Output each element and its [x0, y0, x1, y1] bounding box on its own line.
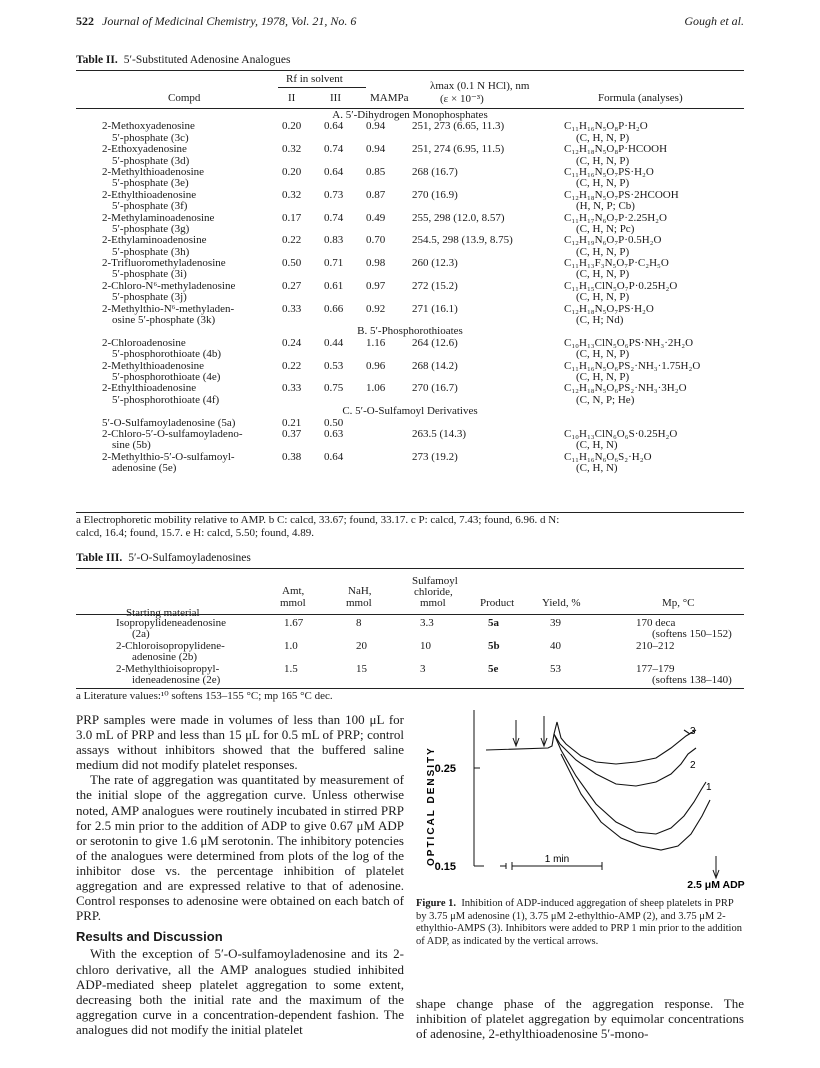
- table2-head-mamp: MAMPa: [370, 92, 409, 104]
- lambda-max: 270 (16.9): [412, 188, 458, 201]
- paragraph-results: With the exception of 5′-O-sulfamoyladenosine and its 2-chloro derivative, all the AMP analogues studied inhibited ADP-mediated sheep platelet aggregation to some extent, decreasing both the initial rate and the maximum of the aggregation curve in a concentration-dependent fashion. The analogues did not modify the initial platelet: [76, 946, 404, 1037]
- compound-name: 2-Chloro-N⁶-methyladenosine: [102, 279, 236, 292]
- compound-name: 2-Methylthioadenosine: [102, 359, 205, 372]
- table3-cell: 5e: [488, 663, 499, 675]
- formula: C₁₁H₁₆N₆O₆S₂·H₂O: [564, 450, 652, 463]
- y-axis-label: OPTICAL DENSITY: [426, 746, 437, 866]
- analyses: (C, H, N, P): [576, 245, 630, 258]
- table2-footnotes: a Electrophoretic mobility relative to AMP. b C: calcd, 33.67; found, 33.17. c P: calcd, 7.43; found, 6.96. d N: calcd, 16.4; found, 15.7. e H: calcd, 5.50; found, 4.89.: [76, 514, 560, 539]
- paragraph-prp: PRP samples were made in volumes of less than 100 μL for 3.0 mL of PRP and less than 15 μL for 0.5 mL of PRP; control assays without inhibitors showed that the buffered saline medium did not modify platelet responses.: [76, 712, 404, 773]
- figure-1-plot: [416, 704, 746, 894]
- table2-head-lambda: λmax (0.1 N HCl), nm: [430, 80, 530, 92]
- table3-cell: Isopropylideneadenosine: [116, 617, 226, 629]
- table3-header-cell: Product: [480, 597, 515, 609]
- compound-name-cont: sine (5b): [112, 439, 151, 452]
- rf-ii: 0.20: [282, 120, 302, 133]
- table-row: [76, 235, 744, 246]
- compound-name-cont: 5′-phosphorothioate (4b): [112, 348, 222, 361]
- formula: C₁₁H₁₃F₃N₅O₇P·C₂H₅O: [564, 257, 669, 270]
- table3-cell: 39: [550, 617, 561, 629]
- mamp-value: 0.96: [366, 359, 386, 372]
- page-number: 522: [76, 14, 94, 28]
- rf-ii: 0.24: [282, 336, 302, 349]
- curve-1-trace: [561, 754, 710, 850]
- compound-name: 2-Chloroadenosine: [102, 336, 186, 349]
- small-marker: [500, 863, 506, 869]
- table3-cell: 5b: [488, 640, 500, 652]
- adp-label: 2.5 μM ADP: [687, 879, 745, 891]
- formula: C₁₂H₁₈N₅O₇PS·2HCOOH: [564, 188, 679, 201]
- table2-section-title: B. 5′-Phosphorothioates: [357, 325, 463, 338]
- compound-name: 2-Ethylthioadenosine: [102, 188, 197, 201]
- table2-caption: Table II. 5′-Substituted Adenosine Analogues: [76, 54, 291, 66]
- left-column-text: [76, 712, 404, 1037]
- table3-cell: adenosine (2b): [132, 651, 198, 663]
- compound-name-cont: 5′-phosphorothioate (4f): [112, 393, 220, 406]
- rf-iii: 0.66: [324, 302, 344, 315]
- results-heading: Results and Discussion: [76, 929, 223, 945]
- lambda-max: 255, 298 (12.0, 8.57): [412, 211, 505, 224]
- table2-section-title: C. 5′-O-Sulfamoyl Derivatives: [342, 405, 478, 418]
- curve-2: [554, 734, 696, 786]
- formula: C₁₀H₁₃ClN₅O₆PS·NH₃·2H₂O: [564, 336, 694, 349]
- inhibitor-arrow-1: [513, 720, 519, 746]
- analyses: (C, H, N, P): [576, 348, 630, 361]
- table3-cell: (softens 138–140): [652, 674, 732, 686]
- analyses: (C, H, N, P): [576, 131, 630, 144]
- formula: C₁₁H₁₆N₅O₇PS·H₂O: [564, 165, 654, 178]
- rf-ii: 0.17: [282, 211, 302, 224]
- paragraph-rate: The rate of aggregation was quantitated by measurement of the initial slope of the aggregation curve. Unless otherwise noted, AMP analogues were routinely incubated in stirred PRP for 2.5 min prior to the addition of ADP to give 0.67 μM ADP or serotonin to give 1.6 μM serotonin. The inhibitory potencies of the analogues were determined from plots of the log of the inhibitor dose vs. the percentage inhibition of platelet aggregation and are expressed relative to that of adenosine. Control responses to adenosine were obtained on each batch of PRP.: [76, 772, 404, 924]
- mamp-value: 0.92: [366, 302, 386, 315]
- rf-ii: 0.21: [282, 416, 302, 429]
- table-row-continuation: [76, 463, 744, 474]
- compound-name-cont: osine 5′-phosphate (3k): [112, 314, 216, 327]
- formula: C₁₂H₁₈N₅O₈P·HCOOH: [564, 143, 668, 156]
- table-row-continuation: [76, 201, 744, 212]
- table3-header-cell: NaH,: [348, 585, 372, 597]
- table3-cell: 8: [356, 617, 362, 629]
- table3-cell: (softens 150–152): [652, 628, 732, 640]
- analyses: (C, H, N, P): [576, 291, 630, 304]
- table2-head-ii: II: [288, 92, 296, 104]
- table3-header-cell: mmol: [420, 597, 446, 609]
- analyses: (C, H, N): [576, 462, 618, 475]
- compound-name: 2-Methylthio-N⁶-methyladen-: [102, 302, 235, 315]
- lambda-max: 268 (14.2): [412, 359, 458, 372]
- analyses: (C, H, N, P): [576, 268, 630, 281]
- rf-iii: 0.74: [324, 143, 344, 156]
- analyses: (C, H, N, P): [576, 154, 630, 167]
- table2-bottom-rule: [76, 512, 744, 513]
- rf-ii: 0.33: [282, 302, 302, 315]
- analyses: (H, N, P; Cb): [576, 200, 635, 213]
- lambda-max: 254.5, 298 (13.9, 8.75): [412, 234, 513, 247]
- compound-name-cont: 5′-phosphate (3e): [112, 177, 189, 190]
- analyses: (C, H, N, P): [576, 370, 630, 383]
- compound-name: 2-Chloro-5′-O-sulfamoyladeno-: [102, 427, 243, 440]
- formula: C₁₁H₁₇N₆O₇P·2.25H₂O: [564, 211, 667, 224]
- rf-iii: 0.53: [324, 359, 344, 372]
- rf-iii: 0.73: [324, 188, 344, 201]
- table3-footnote: a Literature values:¹⁰ softens 153–155 °C; mp 165 °C dec.: [76, 690, 333, 702]
- formula: C₁₂H₁₈N₅O₇PS·H₂O: [564, 302, 654, 315]
- formula: C₁₂H₁₈N₅O₆PS₂·NH₃·3H₂O: [564, 382, 687, 395]
- table3-header-cell: Mp, °C: [662, 597, 695, 609]
- table3-cell: 177–179: [636, 663, 675, 675]
- table3-cell: 1.67: [284, 617, 304, 629]
- table3-header-cell: Amt,: [282, 585, 305, 597]
- table-row: [76, 640, 744, 662]
- formula: C₁₂H₁₉N₆O₇P·0.5H₂O: [564, 234, 662, 247]
- rf-iii: 0.74: [324, 211, 344, 224]
- table3-cell: 3.3: [420, 617, 434, 629]
- compound-name: 2-Ethylthioadenosine: [102, 382, 197, 395]
- table3-cell: ideneadenosine (2e): [132, 674, 221, 686]
- table2-section-title: A. 5′-Dihydrogen Monophosphates: [332, 109, 488, 121]
- analyses: (C, H; Nd): [576, 314, 624, 327]
- rf-iii: 0.64: [324, 120, 344, 133]
- lambda-max: 268 (16.7): [412, 165, 458, 178]
- table3-header-cell: Starting material: [126, 607, 200, 619]
- table3-cell: 53: [550, 663, 561, 675]
- table3-cell: 1.5: [284, 663, 298, 675]
- compound-name-cont: 5′-phosphate (3d): [112, 154, 190, 167]
- lambda-max: 263.5 (14.3): [412, 427, 467, 440]
- figure-1-caption: Figure 1. Inhibition of ADP-induced aggregation of sheep platelets in PRP by 3.75 μM adenosine (1), 3.75 μM 2-ethylthio-AMP (2), and 3.75 μM 2-ethylthio-AMPS (3). Inhibitors were added to PRP 1 min prior to the addition of ADP, as indicated by the vertical arrows.: [416, 898, 742, 947]
- running-authors: Gough et al.: [684, 14, 744, 28]
- table3-cell: 40: [550, 640, 561, 652]
- compound-name: 2-Ethoxyadenosine: [102, 143, 187, 156]
- curve-1: [554, 734, 706, 834]
- lambda-max: 273 (19.2): [412, 450, 458, 463]
- mamp-value: 1.16: [366, 336, 386, 349]
- inhibitor-arrow-2: [541, 716, 547, 746]
- compound-name: 2-Methylthioadenosine: [102, 165, 205, 178]
- table3-cell: 3: [420, 663, 426, 675]
- lambda-max: 270 (16.7): [412, 382, 458, 395]
- table2-top-rule: [76, 70, 744, 71]
- tick-label-top: 0.25: [434, 763, 456, 775]
- table3-header-cell: Sulfamoyl: [412, 575, 458, 587]
- rf-ii: 0.38: [282, 450, 302, 463]
- formula: C₁₁H₁₆N₅O₆PS₂·NH₃·1.75H₂O: [564, 359, 701, 372]
- rf-iii: 0.71: [324, 257, 344, 270]
- mamp-value: 1.06: [366, 382, 386, 395]
- table2-head-rf: Rf in solvent: [286, 73, 343, 85]
- formula: C₁₀H₁₃ClN₆O₆S·0.25H₂O: [564, 427, 678, 440]
- table3-header-cell: chloride,: [414, 586, 453, 598]
- table3-cell: 20: [356, 640, 367, 652]
- formula: C₁₁H₁₆N₅O₈P·H₂O: [564, 120, 648, 133]
- rf-ii: 0.27: [282, 279, 302, 292]
- time-scale-label: 1 min: [544, 854, 570, 865]
- mamp-value: 0.49: [366, 211, 386, 224]
- table2-head-iii: III: [330, 92, 341, 104]
- compound-name: 2-Methylthio-5′-O-sulfamoyl-: [102, 450, 235, 463]
- lambda-max: 251, 273 (6.65, 11.3): [412, 120, 505, 133]
- table3-header-cell: Yield, %: [542, 597, 581, 609]
- rf-iii: 0.50: [324, 416, 344, 429]
- table3-cell: 15: [356, 663, 367, 675]
- table3-cell: 170 deca: [636, 617, 676, 629]
- table-row-continuation: [76, 292, 744, 303]
- compound-name-cont: adenosine (5e): [112, 462, 177, 475]
- compound-name-cont: 5′-phosphate (3h): [112, 245, 190, 258]
- table3-cell: 2-Chloroisopropylidene-: [116, 640, 225, 652]
- analyses: (C, N, P; He): [576, 393, 635, 406]
- table3-cell: 210–212: [636, 640, 675, 652]
- table2-head-eps: (ε × 10⁻³): [440, 93, 484, 105]
- table-row: [76, 452, 744, 463]
- table-row: [76, 144, 744, 155]
- lambda-max: 271 (16.1): [412, 302, 458, 315]
- table3-cell: 2-Methylthioisopropyl-: [116, 663, 220, 675]
- formula: C₁₁H₁₅ClN₅O₇P·0.25H₂O: [564, 279, 678, 292]
- lambda-max: 260 (12.3): [412, 257, 458, 270]
- rf-iii: 0.63: [324, 427, 344, 440]
- compound-name: 2-Methylaminoadenosine: [102, 211, 215, 224]
- table3-cell: 10: [420, 640, 431, 652]
- table3-header-cell: mmol: [280, 597, 306, 609]
- lambda-max: 264 (12.6): [412, 336, 458, 349]
- compound-name-cont: 5′-phosphate (3i): [112, 268, 187, 281]
- mamp-value: 0.97: [366, 279, 386, 292]
- table3-head: [76, 569, 744, 619]
- table3-bottom-rule: [76, 688, 744, 689]
- table3-cell: (2a): [132, 628, 150, 640]
- mamp-value: 0.94: [366, 143, 386, 156]
- analyses: (C, H, N; Pc): [576, 222, 635, 235]
- compound-name-cont: 5′-phosphate (3f): [112, 200, 188, 213]
- rf-ii: 0.20: [282, 165, 302, 178]
- rf-iii: 0.44: [324, 336, 344, 349]
- rf-ii: 0.37: [282, 427, 302, 440]
- table2-head-compd: Compd: [168, 92, 201, 104]
- rf-ii: 0.33: [282, 382, 302, 395]
- rf-iii: 0.83: [324, 234, 344, 247]
- compound-name-cont: 5′-phosphate (3j): [112, 291, 187, 304]
- table-row-continuation: [76, 349, 744, 360]
- compound-name-cont: 5′-phosphate (3c): [112, 131, 189, 144]
- table2-body: [76, 110, 744, 475]
- table3-caption: Table III. 5′-O-Sulfamoyladenosines: [76, 552, 251, 564]
- mamp-value: 0.94: [366, 120, 386, 133]
- compound-name-cont: 5′-phosphate (3g): [112, 222, 190, 235]
- running-header: [76, 14, 744, 29]
- mamp-value: 0.98: [366, 257, 386, 270]
- mamp-value: 0.70: [366, 234, 386, 247]
- table-row: [76, 663, 744, 685]
- table3-cell: 5a: [488, 617, 499, 629]
- compound-name: 2-Trifluoromethyladenosine: [102, 257, 226, 270]
- analyses: (C, H, N, P): [576, 177, 630, 190]
- table3-head-rule: [76, 614, 744, 615]
- journal-citation: Journal of Medicinal Chemistry, 1978, Vol. 21, No. 6: [102, 14, 357, 28]
- table-row: [76, 617, 744, 639]
- rf-ii: 0.22: [282, 234, 302, 247]
- table-row: [76, 429, 744, 440]
- rf-iii: 0.75: [324, 382, 344, 395]
- rf-ii: 0.50: [282, 257, 302, 270]
- curve-label-3: 3: [690, 726, 696, 737]
- curve-label-2: 2: [690, 760, 696, 771]
- adp-arrow: [713, 856, 719, 878]
- rf-ii: 0.22: [282, 359, 302, 372]
- table3-header-cell: mmol: [346, 597, 372, 609]
- lambda-max: 272 (15.2): [412, 279, 458, 292]
- table2-rf-rule: [278, 87, 366, 88]
- curve-label-1: 1: [706, 782, 712, 793]
- compound-name: 2-Ethylaminoadenosine: [102, 234, 207, 247]
- rf-iii: 0.61: [324, 279, 344, 292]
- mamp-value: 0.87: [366, 188, 386, 201]
- tick-label-bottom: 0.15: [434, 861, 456, 873]
- rf-iii: 0.64: [324, 450, 344, 463]
- compound-name: 2-Methoxyadenosine: [102, 120, 195, 133]
- paragraph-right: shape change phase of the aggregation response. The inhibition of platelet aggregation by equimolar concentrations of adenosine, 2-ethylthioadenosine 5′-mono-: [416, 996, 744, 1042]
- rf-ii: 0.32: [282, 143, 302, 156]
- table2-head-formula: Formula (analyses): [598, 92, 683, 104]
- rf-ii: 0.32: [282, 188, 302, 201]
- compound-name-cont: 5′-phosphorothioate (4e): [112, 370, 221, 383]
- right-column-text: [416, 996, 744, 1041]
- table-row-continuation: [76, 440, 744, 451]
- mamp-value: 0.85: [366, 165, 386, 178]
- rf-iii: 0.64: [324, 165, 344, 178]
- lambda-max: 251, 274 (6.95, 11.5): [412, 143, 505, 156]
- analyses: (C, H, N): [576, 439, 618, 452]
- table3-cell: 1.0: [284, 640, 298, 652]
- compound-name: 5′-O-Sulfamoyladenosine (5a): [102, 416, 236, 429]
